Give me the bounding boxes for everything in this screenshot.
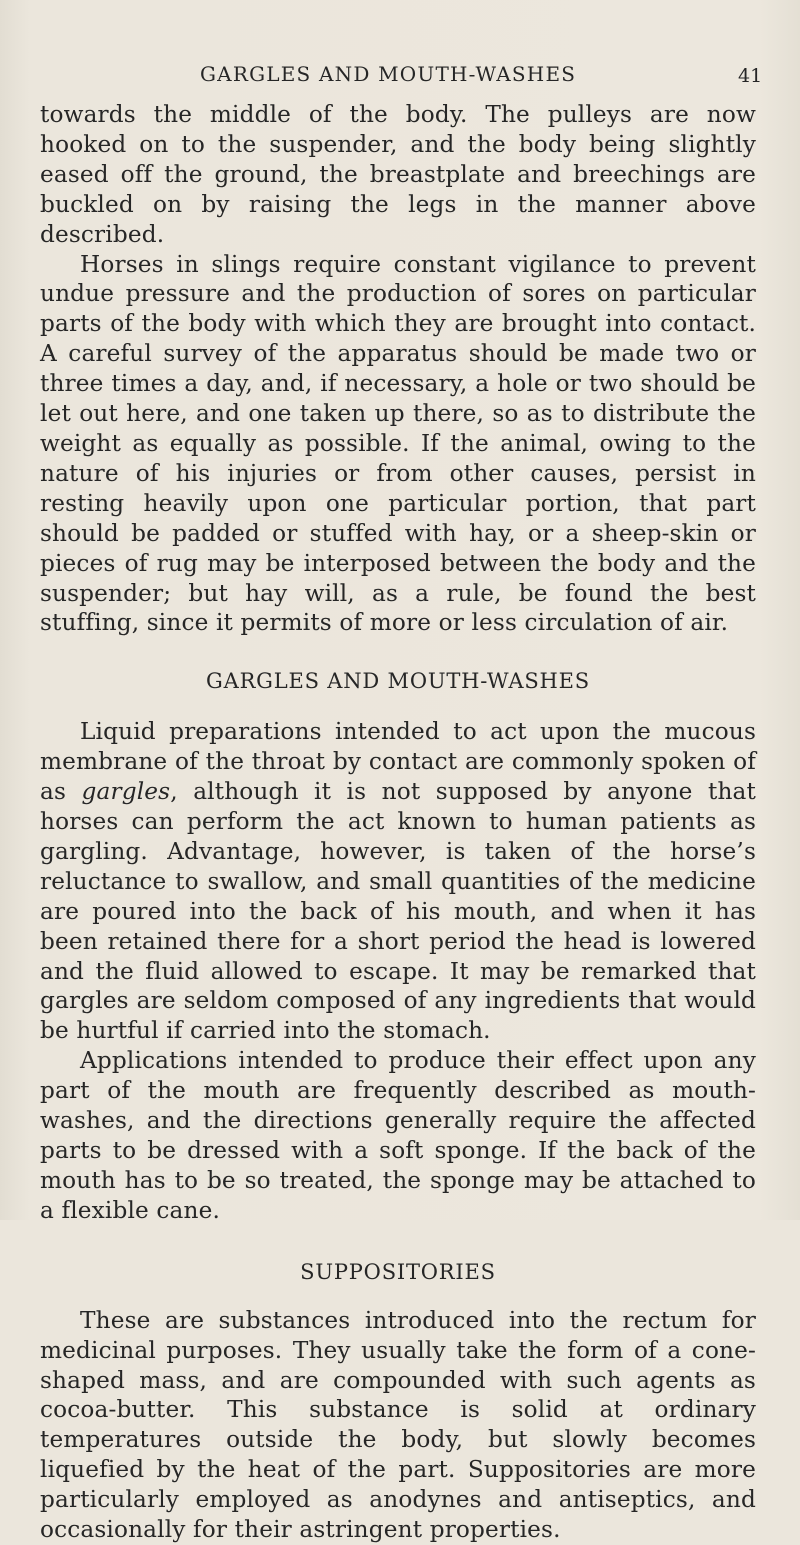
running-title: GARGLES AND MOUTH-WASHES: [200, 62, 577, 86]
gargles-paragraph: [40, 717, 756, 1046]
suppositories-paragraph: These are substances introduced into the rectum for medicinal purposes. They usually take the form of a cone-shaped mass, and are compounded with such agents as cocoa-butter. This substance is solid at ordinary temperatures outside the body, but slowly becomes liquefied by the heat of the part. Suppositories are more particularly employed as anodynes and antiseptics, and occasionally for their astringent properties.: [40, 1306, 756, 1544]
gargles-paragraph-text-end: , although it is not supposed by anyone that horses can perform the act known to human patients as gargling. Advantage, however, is taken of the horse’s reluctance to swallow, and small quantities of the medicine are poured into the back of his mouth, and when it has been retained there for a short period the head is lowered and the fluid allowed to escape. It may be remarked that gargles are seldom composed of any ingredients that would be hurtful if carried into the stomach.: [40, 778, 756, 1045]
mouth-washes-paragraph: Applications intended to produce their effect upon any part of the mouth are frequently described as mouth-washes, and the directions generally require the affected parts to be dressed with a soft sponge. If the back of the mouth has to be so treated, the sponge may be attached to a flexible cane.: [40, 1047, 756, 1224]
suppositories-heading: SUPPOSITORIES: [300, 1259, 496, 1284]
gargles-paragraph-text-start: Liquid preparations intended to act upon the mucous membrane of the throat by contact are commonly spoken of as: [40, 718, 756, 806]
gargles-italic-term: gargles: [81, 778, 171, 806]
text-block: [40, 100, 756, 1545]
gargles-heading: GARGLES AND MOUTH-WASHES: [206, 669, 590, 694]
horses-in-slings-paragraph: Horses in slings require constant vigilance to prevent undue pressure and the production of sores on particular parts of the body with which they are brought into contact. A careful survey of the apparatus should be made two or three times a day, and, if necessary, a hole or two should be let out here, and one taken up there, so as to distribute the weight as equally as possible. If the animal, owing to the nature of his injuries or from other causes, persist in resting heavily upon one particular portion, that part should be padded or stuffed with hay, or a sheep-skin or pieces of rug may be interposed between the body and the suspender; but hay will, as a rule, be found the best stuffing, since it permits of more or less circulation of air.: [40, 250, 756, 637]
page-number: 41: [738, 65, 763, 87]
running-head: [0, 62, 800, 90]
continued-paragraph: towards the middle of the body. The pulleys are now hooked on to the suspender, and the body being slightly eased off the ground, the breastplate and breechings are buckled on by raising the legs in the manner above described.: [40, 101, 756, 248]
